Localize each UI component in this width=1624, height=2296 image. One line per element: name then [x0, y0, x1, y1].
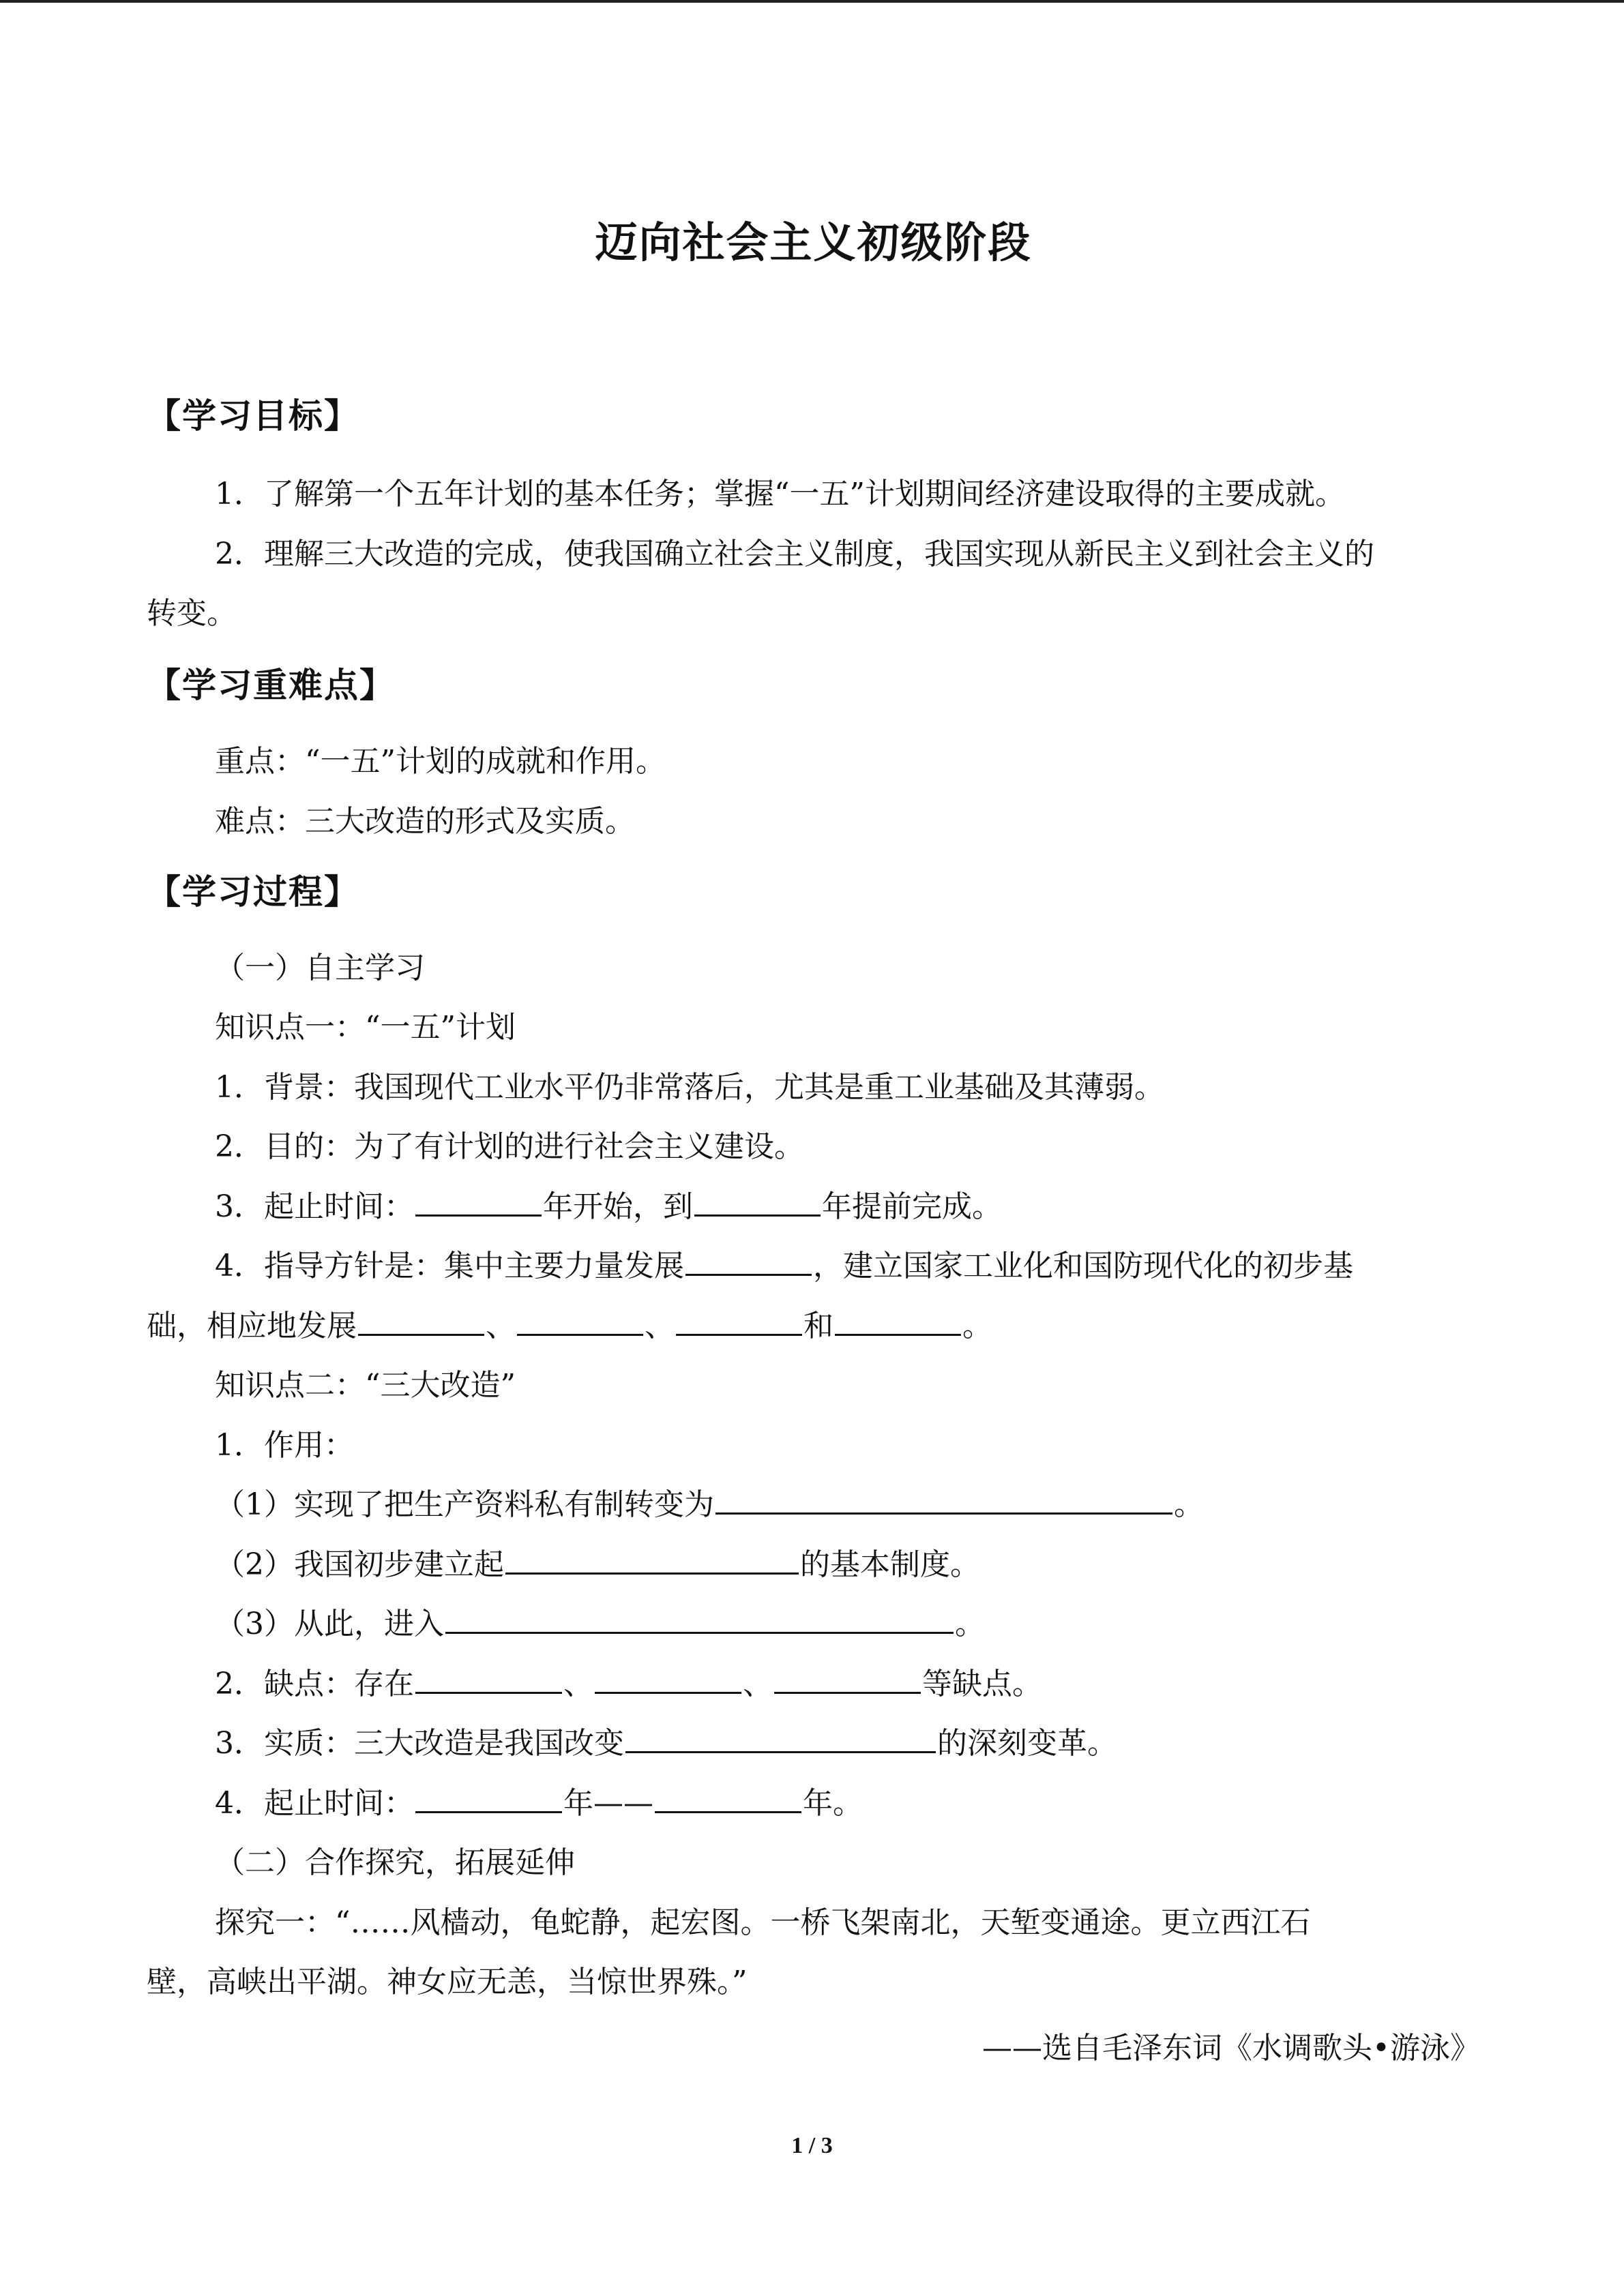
kp1-period-label: 3．起止时间： — [215, 1189, 414, 1224]
blank-ownership[interactable] — [715, 1485, 1172, 1515]
page-number: 1 / 3 — [791, 2133, 833, 2158]
kp2-period-mid: 年—— — [563, 1786, 653, 1821]
inquiry-1-source: ——选自毛泽东词《水调歌头•游泳》 — [982, 2031, 1480, 2066]
goal-line-1: 1．了解第一个五年计划的基本任务；掌握“一五”计划期间经济建设取得的主要成就。 — [215, 477, 1345, 511]
kp2-period-label: 4．起止时间： — [215, 1786, 414, 1821]
kp2-effect-3 — [215, 1604, 985, 1645]
blank-start-year[interactable] — [415, 1187, 542, 1217]
kp2-effect-label: 1．作用： — [215, 1428, 354, 1463]
blank-sector-3[interactable] — [676, 1307, 802, 1336]
blank-sector-1[interactable] — [358, 1307, 484, 1336]
blank-kp2-start-year[interactable] — [415, 1784, 562, 1813]
kp2-period-end: 年。 — [803, 1786, 863, 1821]
blank-stage[interactable] — [445, 1605, 954, 1634]
kp1-guideline-cont-label: 础，相应地发展 — [147, 1309, 357, 1343]
kp2-effect-3-label: （3）从此，进入 — [215, 1607, 444, 1641]
kp2-effect-1-label: （1）实现了把生产资料私有制转变为 — [215, 1487, 714, 1522]
kp2-essence — [215, 1723, 1117, 1764]
blank-end-year[interactable] — [694, 1187, 821, 1217]
kp2-essence-end: 的深刻变革。 — [937, 1726, 1117, 1761]
sep-4: 、 — [743, 1667, 773, 1701]
period-1: 。 — [962, 1309, 992, 1343]
key-point-1: 重点：“一五”计划的成就和作用。 — [215, 744, 666, 779]
kp1-guideline-cont — [147, 1306, 992, 1347]
sep-3: 、 — [563, 1667, 593, 1701]
blank-shortcoming-3[interactable] — [774, 1665, 921, 1694]
blank-shortcoming-1[interactable] — [415, 1665, 562, 1694]
page-title: 迈向社会主义初级阶段 — [595, 218, 1032, 267]
sep-1: 、 — [486, 1309, 516, 1343]
knowledge-point-2-title: 知识点二：“三大改造” — [215, 1368, 516, 1403]
blank-change[interactable] — [625, 1724, 936, 1753]
blank-focus-industry[interactable] — [685, 1247, 812, 1276]
top-border — [0, 0, 1624, 3]
kp1-guideline — [215, 1246, 1353, 1287]
key-point-2: 难点：三大改造的形式及实质。 — [215, 804, 635, 839]
self-study-label: （一）自主学习 — [215, 951, 425, 985]
blank-shortcoming-2[interactable] — [595, 1665, 741, 1694]
goal-line-2: 2．理解三大改造的完成，使我国确立社会主义制度，我国实现从新民主义到社会主义的 — [215, 537, 1374, 571]
kp2-shortcomings-end: 等缺点。 — [922, 1667, 1042, 1701]
heading-goals: 【学习目标】 — [147, 396, 359, 436]
goal-line-3: 转变。 — [147, 596, 237, 631]
kp2-effect-2-label: （2）我国初步建立起 — [215, 1547, 504, 1582]
kp2-shortcomings — [215, 1664, 1042, 1705]
kp1-guideline-label: 4．指导方针是：集中主要力量发展 — [215, 1249, 684, 1283]
kp1-background: 1．背景：我国现代工业水平仍非常落后，尤其是重工业基础及其薄弱。 — [215, 1070, 1164, 1105]
blank-kp2-end-year[interactable] — [655, 1784, 801, 1813]
kp2-essence-label: 3．实质：三大改造是我国改变 — [215, 1726, 624, 1761]
blank-sector-4[interactable] — [835, 1307, 961, 1336]
kp1-guideline-mid: ，建立国家工业化和国防现代化的初步基 — [813, 1249, 1353, 1283]
kp1-period-mid: 年开始，到 — [543, 1189, 693, 1224]
cooperation-label: （二）合作探究，拓展延伸 — [215, 1845, 575, 1880]
inquiry-1-line-2: 壁，高峡出平湖。神女应无恙，当惊世界殊。” — [147, 1965, 748, 1999]
inquiry-1-line-1: 探究一：“……风樯动，龟蛇静，起宏图。一桥飞架南北，天堑变通途。更立西江石 — [215, 1905, 1311, 1940]
kp2-effect-1 — [215, 1485, 1204, 1525]
and-text: 和 — [803, 1309, 833, 1343]
heading-key-points: 【学习重难点】 — [147, 666, 395, 705]
kp1-period — [215, 1187, 1002, 1227]
kp1-purpose: 2．目的：为了有计划的进行社会主义建设。 — [215, 1129, 804, 1164]
kp2-period — [215, 1783, 863, 1824]
heading-process: 【学习过程】 — [147, 872, 359, 912]
knowledge-point-1-title: 知识点一：“一五”计划 — [215, 1010, 516, 1045]
kp2-effect-2-end: 的基本制度。 — [800, 1547, 980, 1582]
kp1-period-end: 年提前完成。 — [822, 1189, 1002, 1224]
blank-system[interactable] — [505, 1545, 799, 1575]
blank-sector-2[interactable] — [517, 1307, 643, 1336]
period-2: 。 — [1174, 1487, 1204, 1522]
kp2-effect-2 — [215, 1545, 980, 1585]
period-3: 。 — [955, 1607, 985, 1641]
kp2-shortcomings-label: 2．缺点：存在 — [215, 1667, 414, 1701]
sep-2: 、 — [645, 1309, 675, 1343]
